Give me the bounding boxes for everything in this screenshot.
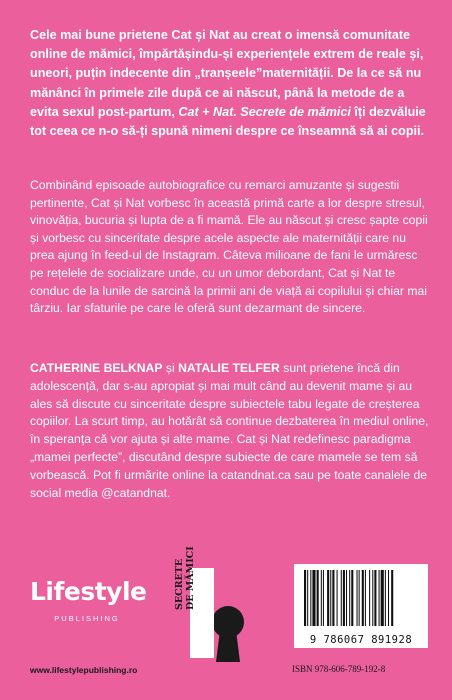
publisher-logo (30, 577, 147, 623)
series-mark-text (174, 546, 196, 610)
publisher-url: www.lifestylepublishing.ro (30, 665, 138, 675)
keyhole-mark-icon (188, 558, 252, 662)
author-name-2: NATALIE TELFER (178, 361, 280, 375)
blurb-text-1b: îți dezvăluie tot ceea ce n-o să-ți spună nimeni despre ce înseamnă să ai copii. (30, 104, 426, 139)
author-bio (30, 360, 432, 502)
barcode (294, 564, 428, 648)
series-mark-line1: SECRETE (174, 558, 185, 610)
book-title-italic: Cat + Nat. Secrete de mămici (178, 104, 351, 119)
barcode-digits: 9 786067 891928 (309, 634, 413, 646)
publisher-logo-word: Lifestyle (30, 577, 147, 606)
author-bio-text: sunt prietene încă din adolescență, dar s-au apropiat și mai mult când au devenit mame și au ales să discute cu sinceritate despre subiectele tabu legate de creșterea copiilor. La scurt timp, au hotărât să continue dezbaterea în mediul online, în speranța că vor ajuta și alte mame. Cat și Nat redefinesc paradigma „mamei perfecte”, discutând despre subiecte de care mamele se tem să vorbească. Pot fi urmărite online la catandnat.ca sau pe toate canalele de social media @catandnat. (30, 361, 429, 500)
publisher-logo-sub: PUBLISHING (54, 614, 120, 623)
barcode-bars (294, 564, 428, 630)
blurb-paragraph-1 (30, 26, 432, 141)
series-mark-line2: DE MĂMICI (185, 546, 196, 610)
isbn-text: ISBN 978-606-789-192-8 (292, 664, 386, 674)
blurb-text-1a: Cele mai bune prietene Cat și Nat au creat o imensă comunitate online de mămici, împărtășindu-și experiențele extrem de reale și, uneori, puțin indecente din „tranșeele”maternității. De la ce să nu mănânci în primele zile după ce ai născut, până la metode de a evita sexul post-partum, (30, 28, 424, 119)
blurb-paragraph-2: Combinând episoade autobiografice cu remarci amuzante și sugestii pertinente, Cat și Nat vorbesc în această primă carte a lor despre stresul, vinovăția, bucuria și lupta de a fi mamă. Ele au născut și cresc șapte copii și vorbesc cu sinceritate despre acele aspecte ale maternității care nu prea ajung în feed-ul de Instagram. Câteva milioane de fani le urmăresc pe rețelele de socializare unde, cu un umor debordant, Cat și Nat te conduc de la lunile de sarcină la primii ani de viață ai copilului și chiar mai târziu. Iar sfaturile pe care le oferă sunt dezarmant de sincere. (30, 178, 428, 316)
author-and: și (162, 361, 179, 375)
author-name-1: CATHERINE BELKNAP (30, 361, 163, 375)
